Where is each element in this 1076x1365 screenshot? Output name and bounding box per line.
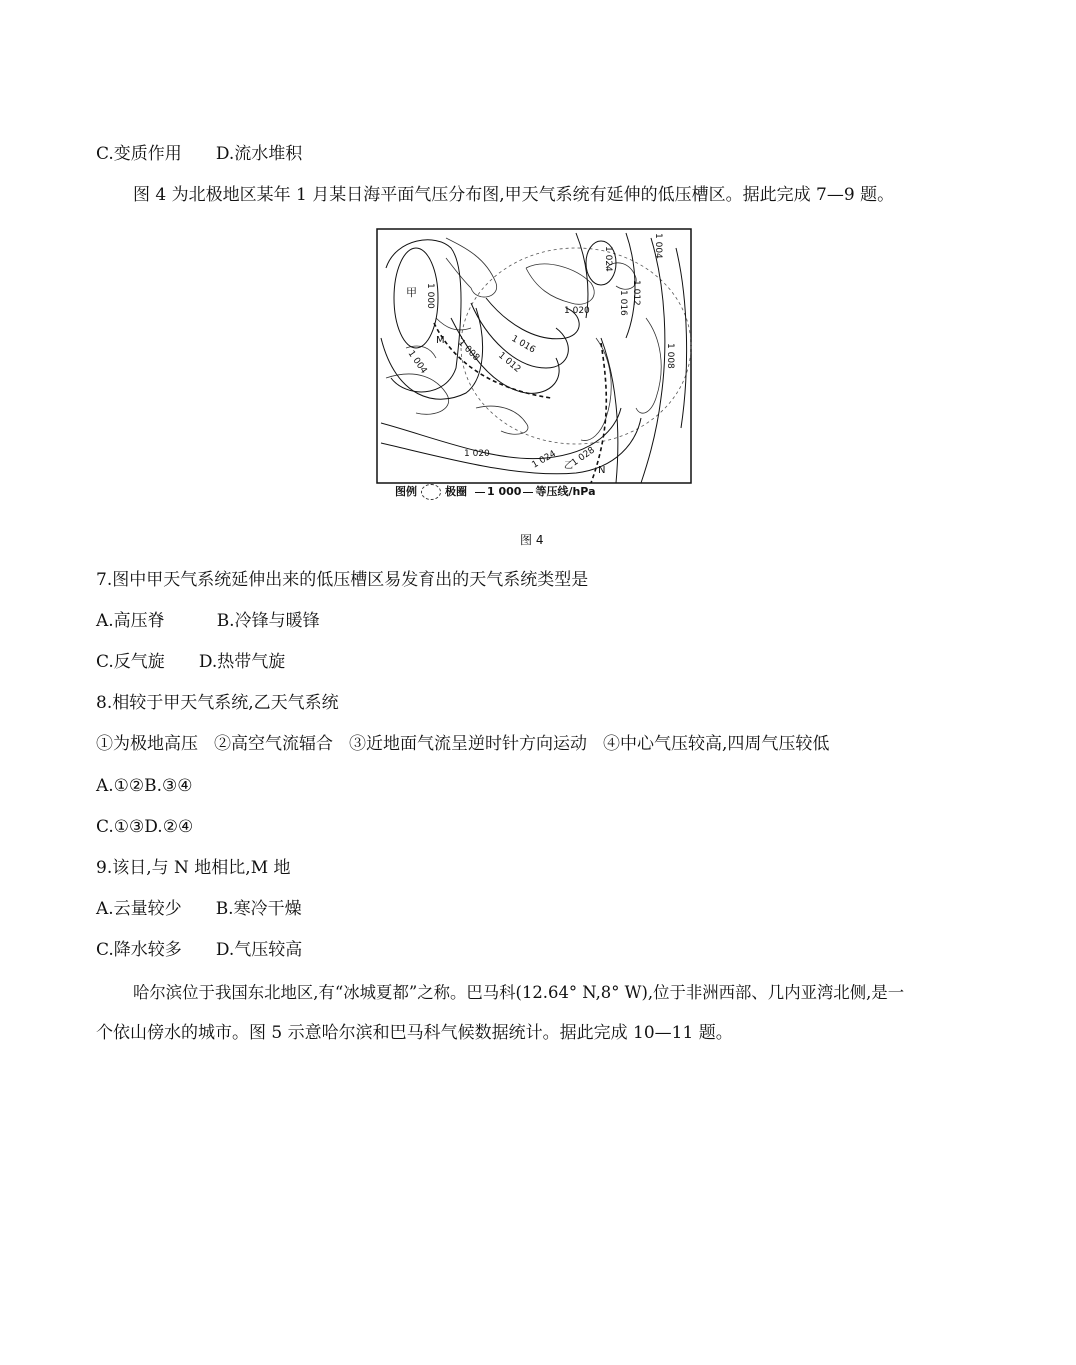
q8-statement-4: ④中心气压较高,四周气压较低 [603,734,830,754]
q8-statement-2: ②高空气流辐合 [214,734,333,754]
q9-option-a: A.云量较少 [96,899,182,919]
q9-option-b: B.寒冷干燥 [215,899,302,919]
polar-circle-icon [421,484,441,500]
isobar-line-icon [475,492,485,493]
legend-title: 图例 [395,485,417,498]
isobar-line-icon-2 [523,492,533,493]
label-jia: 甲 [406,286,417,299]
isobar-1004b: 1 004 [653,233,663,259]
q9-option-c: C.降水较多 [96,940,182,960]
isobar-1012: 1 012 [496,350,523,375]
q9-stem: 9.该日,与 N 地相比,M 地 [96,858,291,878]
q7-options-cd [96,651,285,673]
intro-10-11-line2: 个依山傍水的城市。图 5 示意哈尔滨和巴马科气候数据统计。据此完成 10—11 题。 [96,1023,733,1043]
isobar-1008a: 1 008 [455,338,482,364]
q6-option-c: C.变质作用 [96,144,182,164]
q7-stem: 7.图中甲天气系统延伸出来的低压槽区易发育出的天气系统类型是 [96,570,589,590]
q8-statement-1: ①为极地高压 [96,734,198,754]
q7-option-d: D.热带气旋 [198,652,286,672]
legend-isobar-sample: 1 000 [487,485,522,498]
isobar-1024b: 1 024 [530,449,558,471]
figure-caption: 图 4 [520,533,544,547]
intro-7-9: 图 4 为北极地区某年 1 月某日海平面气压分布图,甲天气系统有延伸的低压槽区。据此完成 7—9 题。 [133,185,895,205]
intro-10-11-line1: 哈尔滨位于我国东北地区,有“冰城夏都”之称。巴马科(12.64° N,8° W),位于非洲西部、几内亚湾北侧,是一 [133,983,905,1002]
q8-stem: 8.相较于甲天气系统,乙天气系统 [96,693,339,713]
isobar-1008b: 1 008 [665,343,675,369]
q9-options-cd [96,939,302,961]
isobar-1000: 1 000 [425,283,435,309]
q6-option-d: D.流水堆积 [215,144,303,164]
isobar-1016b: 1 016 [618,290,628,316]
legend-isobar-label: 等压线/hPa [535,485,596,498]
map-frame [377,229,691,483]
q8-options-ab: A.①②B.③④ [96,776,193,796]
isobar-1024a: 1 024 [603,246,613,272]
q8-statement-3: ③近地面气流呈逆时针方向运动 [349,734,587,754]
isobar-1020a: 1 020 [564,306,590,316]
q9-options-ab [96,898,302,920]
label-yi: 乙 [564,461,574,471]
isobar-1020b: 1 020 [464,449,490,459]
legend-circle-label: 极圈 [445,485,467,498]
q6-options-cd [96,143,302,165]
q9-option-d: D.气压较高 [215,940,303,960]
q8-options-cd: C.①③D.②④ [96,817,194,837]
isobar-1012b: 1 012 [631,280,641,306]
q7-options-ab [96,610,320,632]
q7-option-b: B.冷锋与暖锋 [216,611,320,631]
q7-option-c: C.反气旋 [96,652,165,672]
isobar-1028: 1 028 [569,445,597,469]
figure-legend [395,484,596,500]
label-n: N [598,465,606,476]
figure-4-pressure-map [376,228,692,484]
isobar-1016a: 1 016 [509,333,537,356]
q8-statements [96,733,829,755]
label-m: M [436,335,445,346]
isobar-1004a: 1 004 [405,348,429,376]
q7-option-a: A.高压脊 [96,611,165,631]
